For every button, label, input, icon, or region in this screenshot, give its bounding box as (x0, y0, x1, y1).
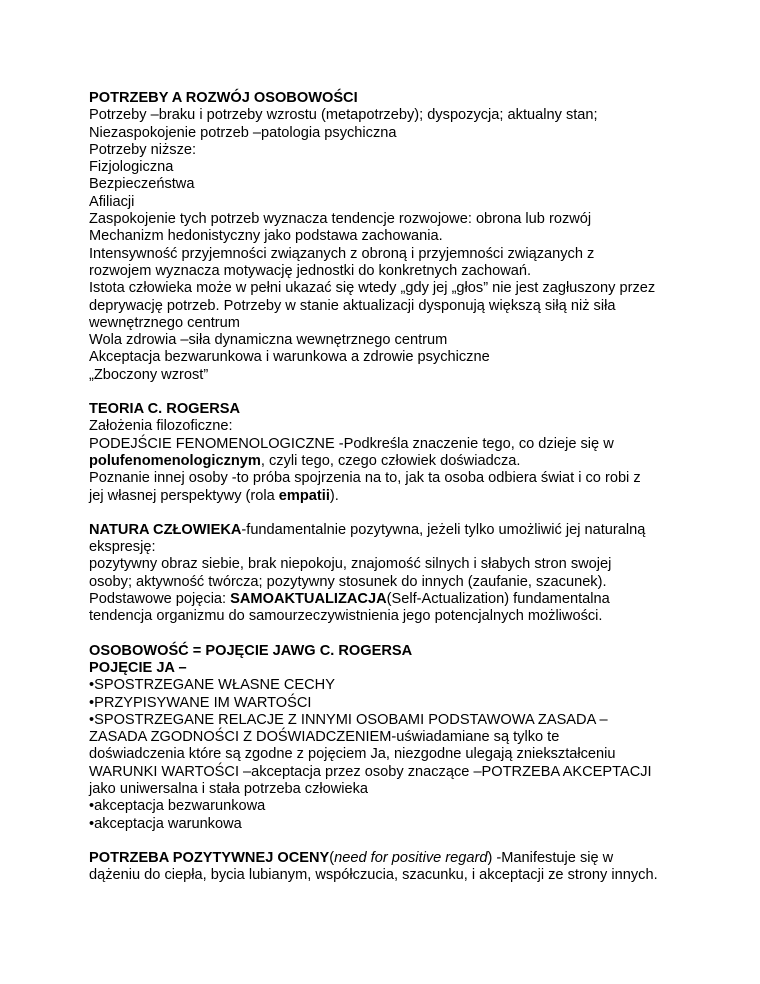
document-page (89, 90, 689, 884)
text-line: Zaspokojenie tych potrzeb wyznacza tendencje rozwojowe: obrona lub rozwój (89, 211, 592, 228)
text-line (89, 591, 689, 608)
section-heading: POTRZEBY A ROZWÓJ OSOBOWOŚCI (89, 90, 358, 106)
bullet-line: •SPOSTRZEGANE WŁASNE CECHY (89, 677, 335, 694)
text-line: Wola zdrowia –siła dynamiczna wewnętrznego centrum (89, 332, 448, 349)
bold-term: empatii (278, 487, 330, 504)
section-heading: TEORIA C. ROGERSA (89, 401, 241, 418)
text-line: Bezpieczeństwa (89, 176, 195, 193)
bold-term: polufenomenologicznym (89, 452, 261, 469)
text-line: pozytywny obraz siebie, brak niepokoju, znajomość silnych i słabych stron swojej (89, 556, 612, 573)
text-line: Intensywność przyjemności związanych z obroną i przyjemności związanych z (89, 245, 595, 262)
paragraph-gap (89, 505, 689, 522)
bullet-line: •akceptacja bezwarunkowa (89, 798, 266, 815)
text-line: Potrzeby –braku i potrzeby wzrostu (metapotrzeby); dyspozycja; aktualny stan; (89, 107, 598, 124)
text-span: (Self-Actualization) fundamentalna (386, 591, 610, 608)
text-line: PODEJŚCIE FENOMENOLOGICZNE -Podkreśla znaczenie tego, co dzieje się w (89, 435, 614, 452)
text-span: jej własnej perspektywy (rola (89, 487, 279, 504)
text-span: ( (329, 849, 335, 866)
text-line: ekspresję: (89, 539, 156, 556)
text-line: WARUNKI WARTOŚCI –akceptacja przez osoby znaczące –POTRZEBA AKCEPTACJI (89, 763, 652, 780)
section-subheading: POJĘCIE JA – (89, 659, 187, 676)
text-line: osoby; aktywność twórcza; pozytywny stosunek do innych (zaufanie, szacunek). (89, 573, 607, 590)
text-line: Poznanie innej osoby -to próba spojrzenia na to, jak ta osoba odbiera świat i co robi z (89, 470, 641, 487)
italic-term: need for positive regard (334, 849, 488, 866)
text-span: Podstawowe pojęcia: (89, 591, 231, 608)
text-line: ZASADA ZGODNOŚCI Z DOŚWIADCZENIEM-uświadamiane są tylko te (89, 729, 560, 746)
text-line: Afiliacji (89, 193, 135, 210)
text-span: ) -Manifestuje się w (487, 849, 614, 866)
text-line: deprywację potrzeb. Potrzeby w stanie aktualizacji dysponują większą siłą niż siła (89, 297, 616, 314)
text-line: Istota człowieka może w pełni ukazać się wtedy „gdy jej „głos” nie jest zagłuszony przez (89, 280, 656, 297)
text-line: Potrzeby niższe: (89, 141, 197, 158)
text-line: doświadczenia które są zgodne z pojęciem Ja, niezgodne ulegają zniekształceniu (89, 746, 616, 763)
section-heading: POTRZEBA POZYTYWNEJ OCENY (89, 849, 330, 866)
text-line: tendencja organizmu do samourzeczywistnienia jego potencjalnych możliwości. (89, 608, 603, 625)
text-span: -fundamentalnie pozytywna, jeżeli tylko umożliwić jej naturalną (241, 521, 646, 538)
bold-term: SAMOAKTUALIZACJA (230, 591, 387, 608)
text-line: Niezaspokojenie potrzeb –patologia psychiczna (89, 124, 397, 141)
text-span: , czyli tego, czego człowiek doświadcza. (260, 452, 521, 469)
bullet-line: •akceptacja warunkowa (89, 815, 242, 832)
paragraph-gap (89, 626, 689, 643)
text-line: „Zboczony wzrost” (89, 366, 209, 383)
text-line (89, 453, 689, 470)
text-span: ). (329, 487, 339, 504)
text-line (89, 522, 689, 539)
text-line: rozwojem wyznacza motywację jednostki do konkretnych zachowań. (89, 262, 532, 279)
text-line: Fizjologiczna (89, 159, 174, 176)
bullet-line: •PRZYPISYWANE IM WARTOŚCI (89, 694, 312, 711)
section-heading: NATURA CZŁOWIEKA (89, 521, 242, 538)
text-line: Mechanizm hedonistyczny jako podstawa zachowania. (89, 228, 443, 245)
text-line: dążeniu do ciepła, bycia lubianym, współczucia, szacunku, i akceptacji ze strony innych. (89, 867, 658, 884)
bullet-line: •SPOSTRZEGANE RELACJE Z INNYMI OSOBAMI PODSTAWOWA ZASADA – (89, 711, 608, 728)
text-line: Założenia filozoficzne: (89, 418, 233, 435)
text-line: Akceptacja bezwarunkowa i warunkowa a zdrowie psychiczne (89, 349, 490, 366)
paragraph-gap (89, 833, 689, 850)
text-line: jako uniwersalna i stała potrzeba człowieka (89, 780, 369, 797)
section-heading: OSOBOWOŚĆ = POJĘCIE JAWG C. ROGERSA (89, 642, 413, 659)
paragraph-gap (89, 384, 689, 401)
text-line (89, 850, 689, 867)
text-line (89, 488, 689, 505)
text-line: wewnętrznego centrum (89, 314, 240, 331)
